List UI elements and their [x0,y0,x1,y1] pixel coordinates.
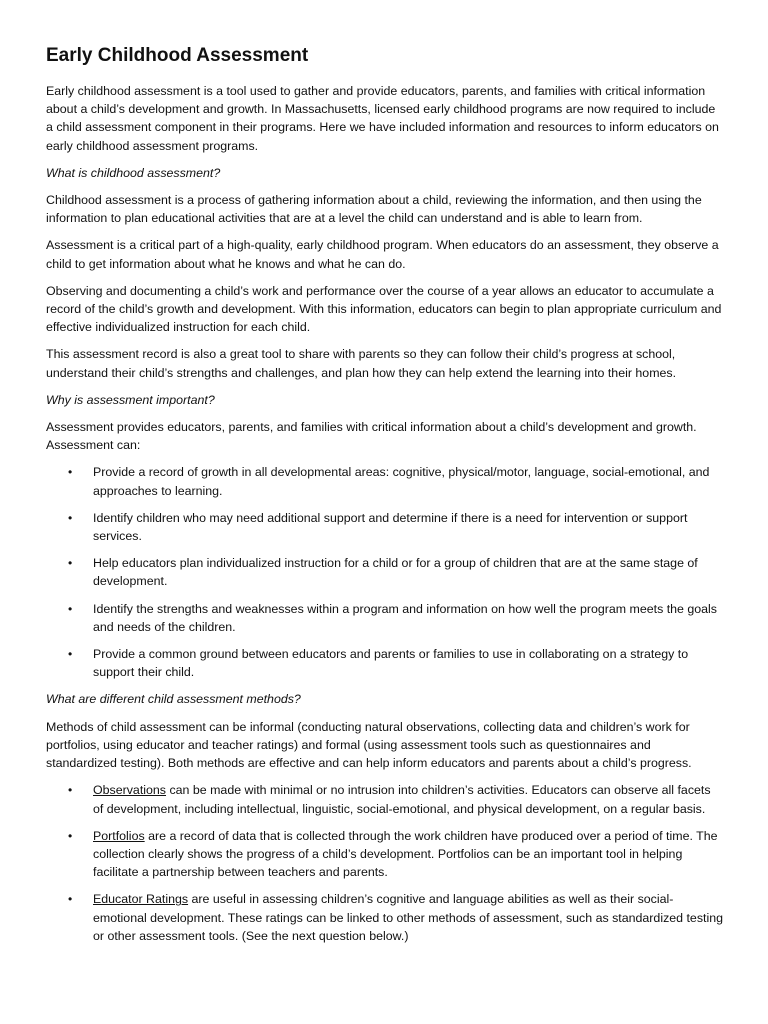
list-item [46,827,724,882]
list-item-text: Identify the strengths and weaknesses within a program and information on how well the program meets the goals and needs of the children. [93,601,718,634]
list-item [46,645,724,681]
list-item [46,781,724,817]
list-item-text: Provide a common ground between educators and parents or families to use in collaborating on a strategy to support their child. [93,647,689,680]
list-item-text: Identify children who may need additional support and determine if there is a need for intervention or support services. [93,510,688,544]
list-item [46,600,724,636]
list-item [46,463,724,499]
bullet-icon: • [68,783,73,798]
methods-list [46,781,724,945]
document-title: Early Childhood Assessment [46,45,309,66]
bullet-icon: • [68,465,73,480]
list-item [46,509,724,545]
bullet-icon: • [68,510,73,525]
paragraph-2: Assessment is a critical part of a high-quality, early childhood program. When educators do an assessment, they observe a child to get information about what he knows and what he can do. [46,238,719,271]
bullet-icon: • [68,892,73,907]
question-heading-1: What is childhood assessment? [46,165,221,180]
list-item-text: Provide a record of growth in all developmental areas: cognitive, physical/motor, language, social-emotional, and approaches to learning. [93,465,710,498]
intro-paragraph: Early childhood assessment is a tool used to gather and provide educators, parents, and families with critical information about a child’s development and growth. In Massachusetts, licensed early childhood programs are now required to include a child assessment component in their programs. Here we have included information and resources to inform educators on early childhood assessment programs. [46,84,719,153]
list-item-text: can be made with minimal or no intrusion into children’s activities. Educators can observe all facets of development, including intellectual, linguistic, social-emotional, and physical development, on a regular basis. [93,783,711,816]
paragraph-3: Observing and documenting a child’s work and performance over the course of a year allows an educator to accumulate a record of the child’s growth and development. With this information, educators can begin to plan appropriate curriculum and effective individualized instruction for each child. [46,283,722,335]
bullet-icon: • [68,556,73,571]
list-item [46,554,724,590]
importance-list [46,463,724,681]
list-item [46,890,724,945]
bullet-icon: • [68,828,73,843]
list-item-text: are a record of data that is collected through the work children have produced over a period of time. The collection clearly shows the progress of a child’s development. Portfolios can be an important tool in helping facilitate a partnership between teachers and parents. [93,828,718,880]
paragraph-4: This assessment record is also a great tool to share with parents so they can follow their child’s progress at school, understand their child’s strengths and challenges, and plan how they can help extend the learning into their homes. [46,347,677,380]
question-heading-3: What are different child assessment methods? [46,692,301,707]
bullet-icon: • [68,647,73,662]
document-page [46,44,724,954]
list-item-text: Help educators plan individualized instruction for a child or for a group of children that are at the same stage of development. [93,556,698,589]
method-term-observations: Observations [93,783,167,798]
question-heading-2: Why is assessment important? [46,392,215,407]
paragraph-6: Methods of child assessment can be informal (conducting natural observations, collecting data and children’s work for portfolios, using educator and teacher ratings) and formal (using assessment tools such as questionnaires and standardized testing). Both methods are effective and can help inform educators and parents about a child’s progress. [46,719,692,771]
paragraph-5: Assessment provides educators, parents, and families with critical information about a child’s development and growth. Assessment can: [46,420,697,453]
method-term-educator-ratings: Educator Ratings [93,892,189,907]
list-item-text: are useful in assessing children’s cognitive and language abilities as well as their social-emotional development. These ratings can be linked to other methods of assessment, such as standardized testing or other assessment tools. (See the next question below.) [93,892,723,943]
bullet-icon: • [68,601,73,616]
method-term-portfolios: Portfolios [93,828,145,843]
paragraph-1: Childhood assessment is a process of gathering information about a child, reviewing the information, and then using the information to plan educational activities that are at a level the child can understand and is able to learn from. [46,193,702,226]
